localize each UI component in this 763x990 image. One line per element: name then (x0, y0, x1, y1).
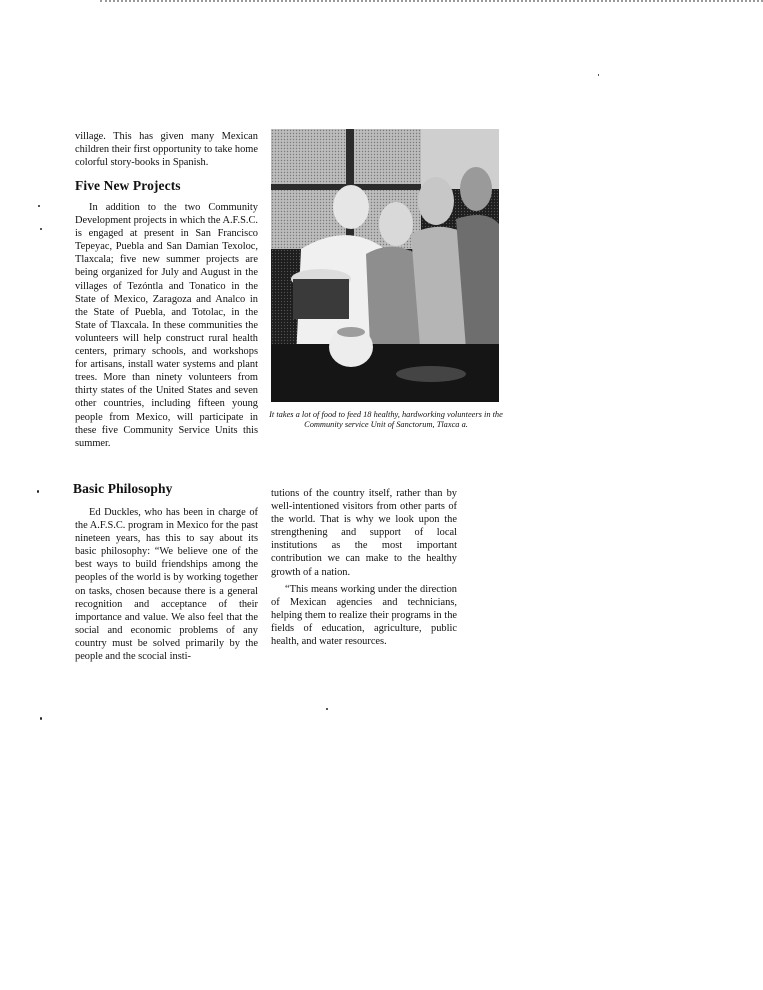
volunteers-photo (271, 129, 499, 402)
scan-speck (40, 228, 42, 230)
scan-speck (598, 74, 599, 76)
heading-basic-philosophy: Basic Philosophy (73, 481, 173, 496)
scan-speck (40, 717, 42, 720)
five-projects-paragraph (75, 201, 258, 450)
philosophy-second-text: “This means working under the direction of Mexican agencies and technicians, helping them to realize their programs in the fields of education, agriculture, public health, and water resources. (271, 583, 457, 648)
volunteers-photo-image (271, 129, 499, 402)
page-edge-dots (100, 0, 763, 6)
intro-text: village. This has given many Mexican children their first opportunity to take home colorful story-books in Spanish. (75, 131, 258, 169)
heading-five-new-projects: Five New Projects (75, 178, 181, 193)
philosophy-paragraph (75, 506, 258, 663)
photo-caption: It takes a lot of food to feed 18 healthy, hardworking volunteers in the Community service Unit of Sanctorum, Tlaxca a. (269, 410, 503, 429)
five-projects-text: In addition to the two Community Development projects in which the A.F.S.C. is engaged at present in San Francisco Tepeyac, Puebla and San Damian Texoloc, Tlaxcala; five new summer projects are being organized for July and August in the villages of Tezóntla and Tonatico in the State of Mexico, Zaragoza and Analco in the State of Puebla, and Totolac, in the State of Tlaxcala. In these communities the volunteers will help construct rural health centers, primary schools, and workshops for artisans, install water systems and plant trees. More than ninety volunteers from thirty states of the United States and seven other countries, including fifteen young people from Mexico, will participate in these five Community Service Units this summer. (75, 202, 259, 449)
philosophy-continued-column (271, 487, 457, 648)
philosophy-text: Ed Duckles, who has been in charge of the A.F.S.C. program in Mexico for the past nineteen years, has this to say about its basic philosophy: “We believe one of the best ways to build friendships among the peoples of the world is by working together on tasks, chosen because there is a general recognition and acceptance of their importance and value. We also feel that the social and economic problems of any country must be solved primarily by the people and the scocial insti- (75, 507, 258, 663)
scan-speck (37, 490, 39, 493)
scan-speck (38, 205, 40, 207)
intro-paragraph (75, 130, 258, 169)
philosophy-continued-text: tutions of the country itself, rather than by well-intentioned visitors from other parts of the world. That is why we look upon the strengthening and support of local institutions as the most important contribution we can make to the healthy growth of a nation. (271, 488, 457, 578)
scan-speck (326, 708, 328, 710)
